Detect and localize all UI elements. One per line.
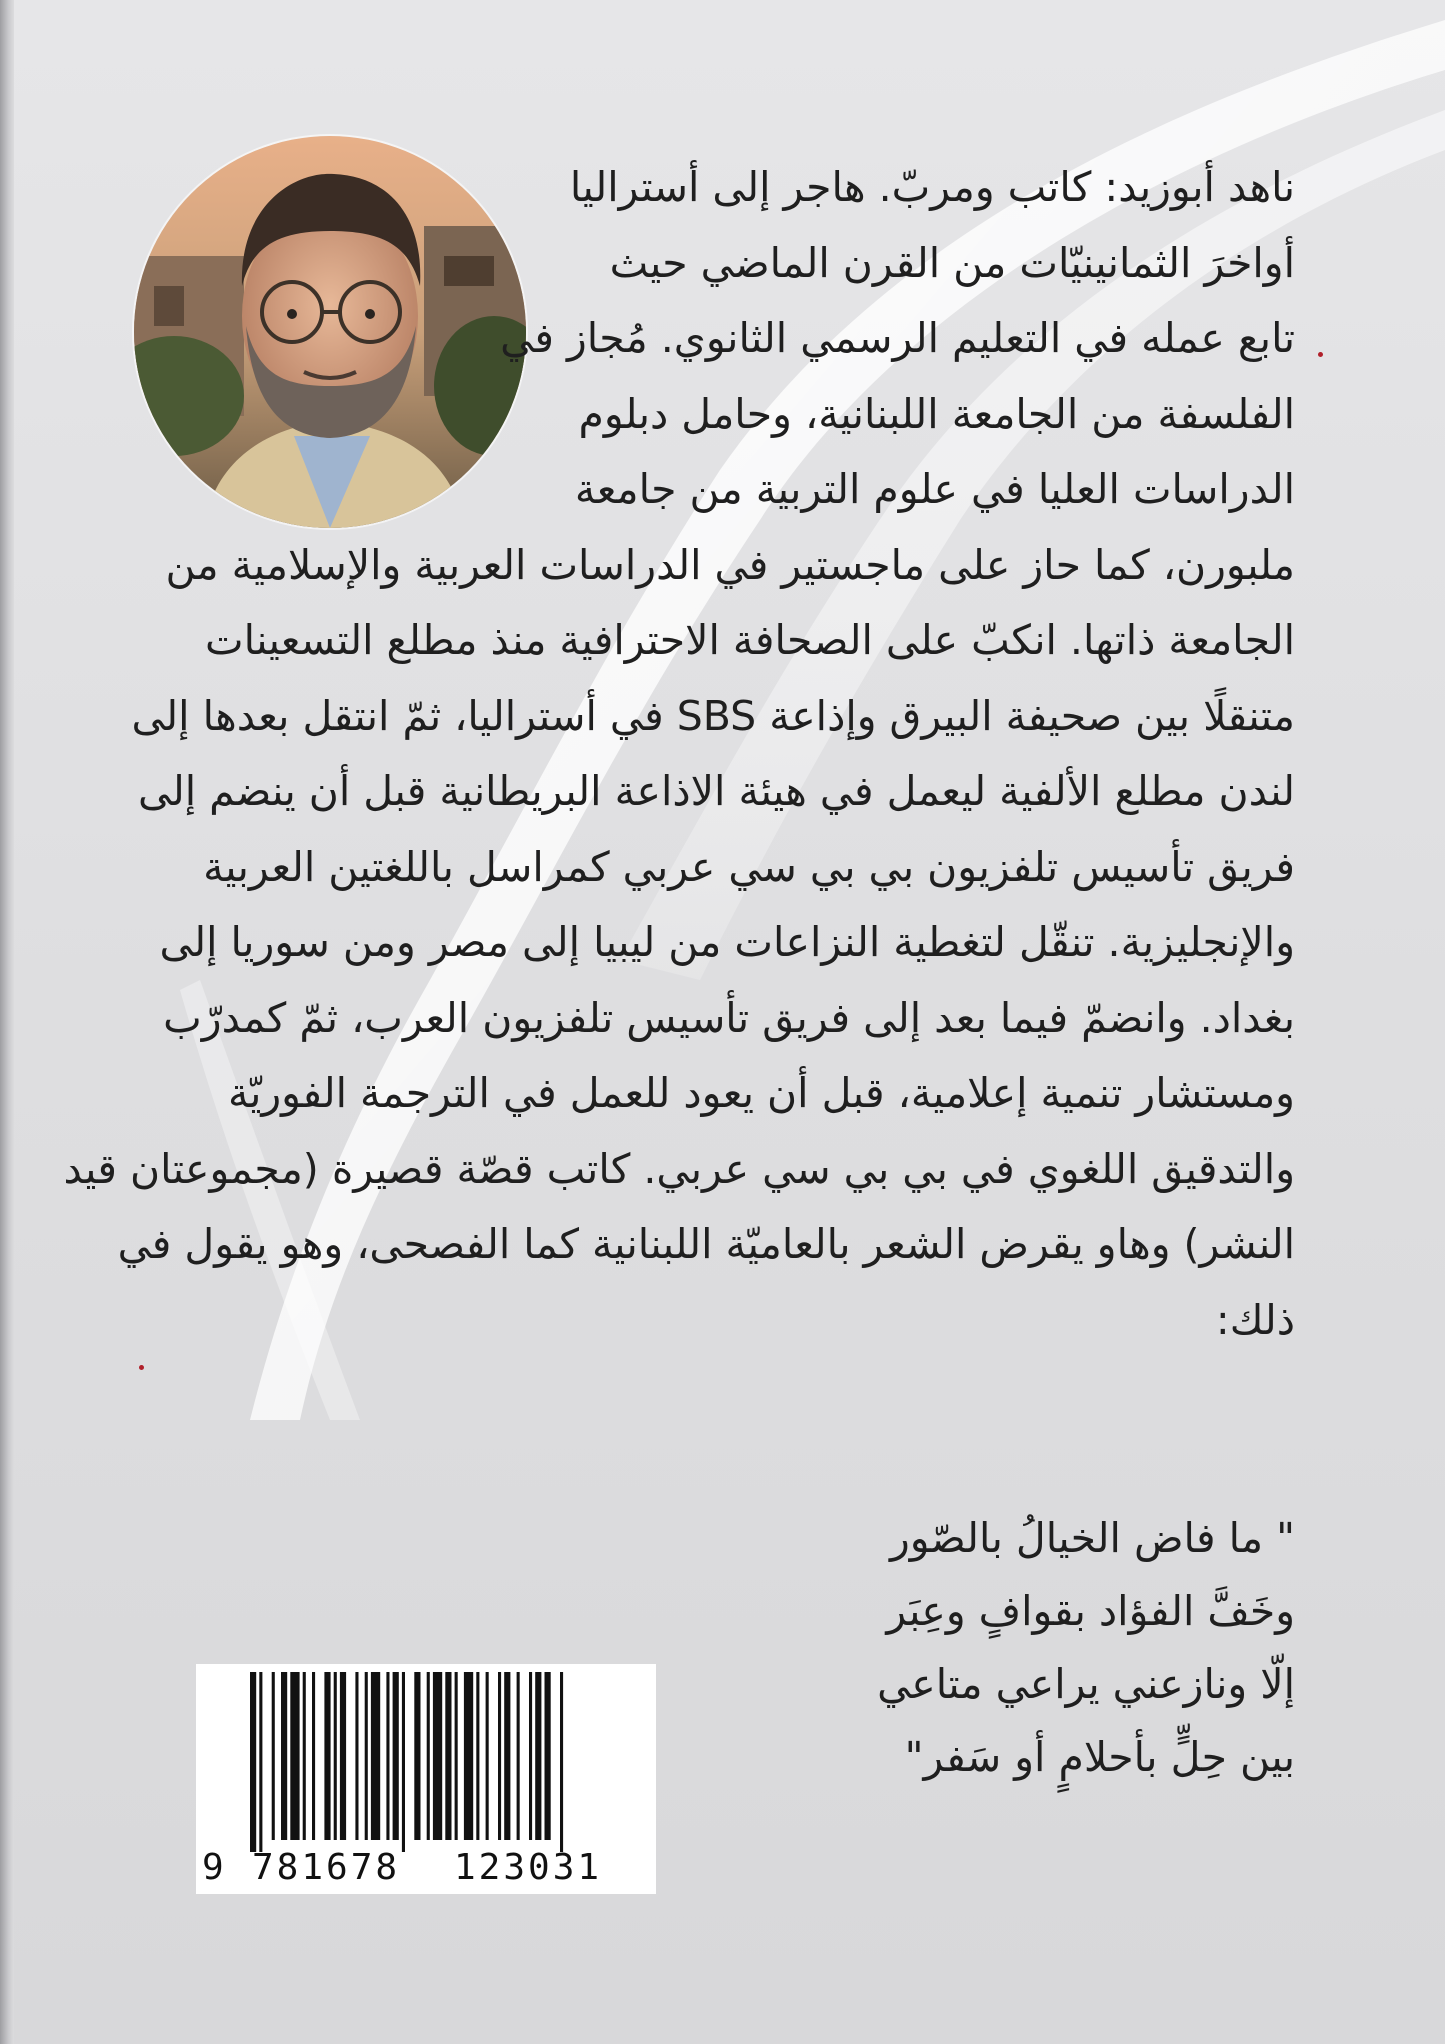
isbn-right-group: 123031 bbox=[454, 1847, 603, 1888]
barcode-bar bbox=[324, 1672, 330, 1840]
barcode-bar bbox=[414, 1672, 420, 1840]
barcode-bar bbox=[303, 1672, 306, 1840]
barcode-bar bbox=[250, 1672, 256, 1852]
barcode-bar bbox=[529, 1672, 532, 1840]
bio-line: أواخرَ الثمانينيّات من القرن الماضي حيث bbox=[609, 238, 1295, 287]
barcode-bar bbox=[433, 1672, 442, 1840]
barcode-bar bbox=[486, 1672, 489, 1840]
bio-line: ملبورن، كما حاز على ماجستير في الدراسات العربية والإسلامية من bbox=[165, 540, 1295, 589]
barcode-bar bbox=[504, 1672, 510, 1840]
isbn-left-group: 781678 bbox=[252, 1847, 401, 1888]
poem-line: بين حِلٍّ بأحلامٍ أو سَفر" bbox=[904, 1733, 1295, 1781]
barcode-bar bbox=[455, 1672, 458, 1840]
barcode-bar bbox=[334, 1672, 337, 1840]
barcode-bar bbox=[517, 1672, 520, 1840]
print-speck bbox=[139, 1365, 144, 1370]
bio-line: ومستشار تنمية إعلامية، قبل أن يعود للعمل في الترجمة الفوريّة bbox=[227, 1069, 1295, 1117]
barcode-bar bbox=[386, 1672, 389, 1840]
barcode-bar bbox=[365, 1672, 368, 1840]
bio-line: متنقلًا بين صحيفة البيرق وإذاعة SBS في أستراليا، ثمّ انتقل بعدها إلى bbox=[131, 691, 1295, 740]
isbn-digits bbox=[196, 1848, 656, 1888]
author-biography bbox=[63, 150, 1295, 1358]
barcode-bar bbox=[312, 1672, 315, 1840]
bio-line: الفلسفة من الجامعة اللبنانية، وحامل دبلوم bbox=[578, 389, 1295, 438]
barcode-bar bbox=[498, 1672, 501, 1840]
barcode-bar bbox=[340, 1672, 346, 1840]
isbn-lead-digit: 9 bbox=[202, 1847, 227, 1888]
poem-line: وخَفَّ الفؤاد بقوافٍ وعِبَر bbox=[886, 1587, 1295, 1635]
barcode-bar bbox=[535, 1672, 541, 1840]
bio-line: ناهد أبوزيد: كاتب ومربّ. هاجر إلى أستراليا bbox=[569, 163, 1295, 211]
barcode-bar bbox=[464, 1672, 473, 1840]
bio-line: فريق تأسيس تلفزيون بي بي سي عربي كمراسل باللغتين العربية bbox=[203, 842, 1295, 891]
barcode-bar bbox=[402, 1672, 405, 1852]
bio-line: ذلك: bbox=[1215, 1295, 1295, 1344]
barcode-bar bbox=[445, 1672, 451, 1840]
poem-line: إلّا ونازعني يراعي متاعي bbox=[877, 1660, 1295, 1708]
barcode-bar bbox=[290, 1672, 299, 1840]
barcode-bar bbox=[259, 1672, 262, 1852]
barcode-bar bbox=[427, 1672, 430, 1840]
bio-line: الدراسات العليا في علوم التربية من جامعة bbox=[574, 465, 1295, 513]
bio-line: بغداد. وانضمّ فيما بعد إلى فريق تأسيس تلفزيون العرب، ثمّ كمدرّب bbox=[163, 993, 1295, 1042]
barcode-bar bbox=[560, 1672, 563, 1852]
barcode-bar bbox=[545, 1672, 551, 1840]
barcode-bar bbox=[281, 1672, 287, 1840]
bio-line: والإنجليزية. تنقّل لتغطية النزاعات من ليبيا إلى مصر ومن سوريا إلى bbox=[159, 918, 1295, 966]
poem-line: " ما فاض الخيالُ بالصّور bbox=[889, 1514, 1295, 1562]
barcode-bar bbox=[272, 1672, 275, 1840]
poem-excerpt bbox=[877, 1502, 1295, 1794]
print-speck bbox=[1318, 352, 1323, 357]
barcode-bar bbox=[393, 1672, 399, 1840]
bio-line: الجامعة ذاتها. انكبّ على الصحافة الاحترافية منذ مطلع التسعينات bbox=[205, 616, 1295, 664]
barcode-bar bbox=[355, 1672, 358, 1840]
isbn-barcode bbox=[196, 1664, 656, 1894]
barcode-bar bbox=[371, 1672, 380, 1840]
bio-line: والتدقيق اللغوي في بي بي سي عربي. كاتب قصّة قصيرة (مجموعتان قيد bbox=[63, 1144, 1295, 1193]
bio-line: لندن مطلع الألفية ليعمل في هيئة الاذاعة البريطانية قبل أن ينضم إلى bbox=[138, 767, 1295, 815]
bio-line: تابع عمله في التعليم الرسمي الثانوي. مُجاز في bbox=[500, 314, 1295, 362]
barcode-bars bbox=[196, 1664, 656, 1852]
bio-line: النشر) وهاو يقرض الشعر بالعاميّة اللبنانية كما الفصحى، وهو يقول في bbox=[117, 1220, 1295, 1268]
barcode-bar bbox=[476, 1672, 479, 1840]
